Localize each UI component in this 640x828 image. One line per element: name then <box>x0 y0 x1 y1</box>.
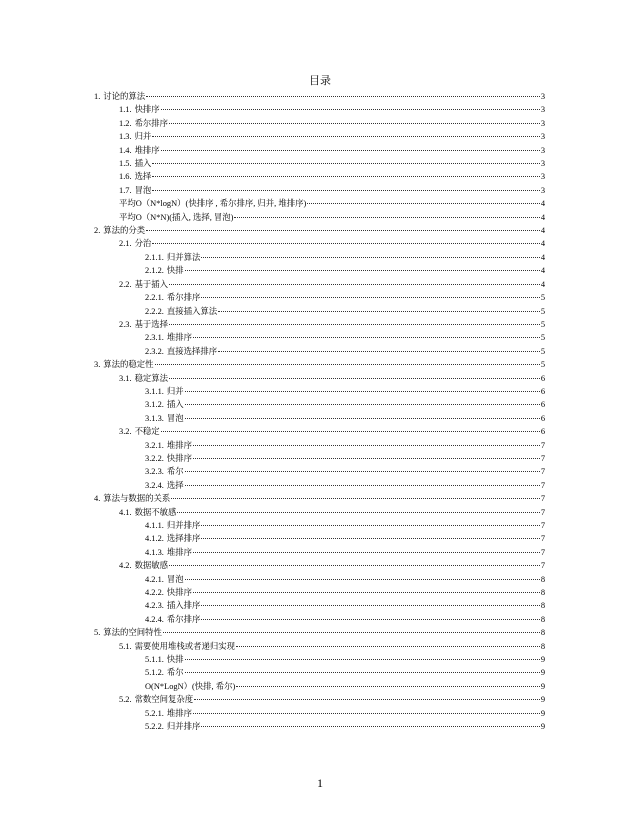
toc-entry[interactable] <box>94 666 545 679</box>
toc-entry-title: 分治 <box>134 239 152 249</box>
toc-entry[interactable] <box>94 693 545 706</box>
toc-entry-page: 6 <box>540 400 545 410</box>
toc-entry-page: 9 <box>540 695 545 705</box>
dot-leader <box>169 565 540 566</box>
toc-entry-number: 1.2. <box>119 118 132 128</box>
toc-entry[interactable] <box>94 519 545 532</box>
toc-entry-title: 希尔 <box>166 668 184 678</box>
toc-entry-number: 2.3. <box>119 319 132 329</box>
toc-entry-number: 2.1.1. <box>145 252 164 262</box>
toc-entry-number: 2.2.1. <box>145 293 164 303</box>
page-number: 1 <box>317 776 323 790</box>
toc-entry[interactable] <box>94 559 545 572</box>
toc-entry-page: 9 <box>540 668 545 678</box>
toc-entry[interactable] <box>94 117 545 130</box>
toc-entry-page: 5 <box>540 306 545 316</box>
dot-leader <box>201 538 539 539</box>
toc-entry-title: 插入 <box>166 400 184 410</box>
dot-leader <box>146 96 540 97</box>
dot-leader <box>177 512 539 513</box>
toc-entry-title: 讨论的算法 <box>103 92 146 101</box>
toc-entry-title: 平均O（N*logN）(快排序 , 希尔排序, 归并, 堆排序) <box>119 199 307 209</box>
toc-entry-page: 8 <box>540 628 545 638</box>
toc-entry-page: 6 <box>540 386 545 396</box>
toc-entry[interactable] <box>94 385 545 398</box>
toc-entry[interactable] <box>94 465 545 478</box>
toc-entry-page: 5 <box>540 293 545 303</box>
toc-entry[interactable] <box>94 398 545 411</box>
dot-leader <box>163 632 540 633</box>
toc-entry[interactable] <box>94 586 545 599</box>
toc-entry-page: 5 <box>540 346 545 356</box>
toc-entry-number: 4.2.4. <box>145 614 164 624</box>
dot-leader <box>236 686 540 687</box>
toc-entry-page: 8 <box>540 641 545 651</box>
dot-leader <box>171 498 540 499</box>
toc-entry-title: 选择 <box>166 480 184 490</box>
toc-entry-title: 直接插入算法 <box>166 306 218 316</box>
toc-entry-title: 堆排序 <box>166 440 192 450</box>
dot-leader <box>185 404 540 405</box>
toc-entry-page: 7 <box>540 561 545 571</box>
toc-entry-page: 4 <box>540 239 545 249</box>
toc-entry-page: 9 <box>540 722 545 732</box>
toc-entry[interactable] <box>94 157 545 170</box>
toc-entry-title: 常数空间复杂度 <box>134 695 194 705</box>
dot-leader <box>161 150 540 151</box>
toc-entry-number: 1.3. <box>119 132 132 142</box>
toc-entry-number: 4.1.1. <box>145 521 164 530</box>
toc-entry-number: 2.3.1. <box>145 333 164 343</box>
toc-entry-number: 1. <box>94 92 101 101</box>
toc-entry-title: 稳定算法 <box>134 373 169 383</box>
toc-entry-number: 3.2.4. <box>145 480 164 490</box>
toc-entry-title: 希尔 <box>166 467 184 477</box>
toc-entry-number: 5.2. <box>119 695 132 705</box>
toc-entry[interactable] <box>94 573 545 586</box>
toc-entry-number: 3.1.3. <box>145 413 164 423</box>
toc-entry-number: 1.1. <box>119 105 132 115</box>
toc-entry-number: 3.2. <box>119 427 132 437</box>
toc-entry[interactable] <box>94 626 545 639</box>
toc-entry-number: 1.4. <box>119 145 132 155</box>
toc-entry-number: 5.2.1. <box>145 708 164 718</box>
toc-entry-page: 4 <box>540 199 545 209</box>
toc-entry-title: 算法的稳定性 <box>103 360 154 370</box>
toc-entry[interactable] <box>94 224 545 237</box>
toc-entry-title: 快排序 <box>166 453 192 463</box>
toc-entry-number: 5.1.2. <box>145 668 164 678</box>
toc-entry-page: 3 <box>540 105 545 115</box>
dot-leader <box>193 337 540 338</box>
toc-entry-title: 需要使用堆栈或者递归实现 <box>134 641 236 651</box>
toc-entry-title: 快排 <box>166 266 184 276</box>
toc-entry[interactable] <box>94 358 545 371</box>
toc-entry-title: 归并 <box>134 132 152 142</box>
toc-entry-page: 5 <box>540 319 545 329</box>
toc-entry-number: 2.2. <box>119 279 132 289</box>
toc-entry-title: 堆排序 <box>134 145 160 155</box>
toc-title: 目录 <box>309 74 331 87</box>
toc-entry-number: 4.1. <box>119 507 132 517</box>
dot-leader <box>161 109 540 110</box>
toc-entry-page: 6 <box>540 373 545 383</box>
toc-entry-number: 5. <box>94 628 101 638</box>
toc-entry-number: 2.1.2. <box>145 266 164 276</box>
toc-entry-title: 归并 <box>166 386 184 396</box>
toc-entry-number: 2. <box>94 226 101 236</box>
toc-entry-page: 3 <box>540 92 545 101</box>
toc-entry-page: 3 <box>540 145 545 155</box>
toc-entry[interactable] <box>94 291 545 304</box>
toc-entry[interactable] <box>94 479 545 492</box>
toc-entry-page: 4 <box>540 266 545 276</box>
toc-entry-number: 5.1. <box>119 641 132 651</box>
toc-entry-number: 2.1. <box>119 239 132 249</box>
toc-entry-title: 冒泡 <box>166 574 184 584</box>
toc-entry[interactable] <box>94 653 545 666</box>
toc-entry[interactable] <box>94 318 545 331</box>
toc-entry-title: 堆排序 <box>166 708 192 718</box>
dot-leader <box>185 391 540 392</box>
toc-entry[interactable] <box>94 331 545 344</box>
toc-entry-page: 6 <box>540 427 545 437</box>
toc-entry-title: 快排 <box>166 655 184 665</box>
dot-leader <box>218 351 540 352</box>
toc-entry-page: 9 <box>540 655 545 665</box>
toc-entry[interactable] <box>94 506 545 519</box>
toc-entry-page: 9 <box>540 681 545 691</box>
dot-leader <box>185 270 540 271</box>
toc-entry-number: 4.1.3. <box>145 547 164 557</box>
toc-entry[interactable] <box>94 372 545 385</box>
toc-entry-number: 1.5. <box>119 159 132 169</box>
dot-leader <box>152 163 540 164</box>
toc-entry[interactable] <box>94 720 545 733</box>
toc-entry-page: 3 <box>540 172 545 182</box>
toc-entry[interactable] <box>94 278 545 291</box>
toc-entry-page: 7 <box>540 480 545 490</box>
toc-entry-title: 快排序 <box>134 105 160 115</box>
toc-entry[interactable] <box>94 707 545 720</box>
toc-entry[interactable] <box>94 144 545 157</box>
dot-leader <box>155 364 540 365</box>
dot-leader <box>201 297 539 298</box>
toc-entry-title: 冒泡 <box>134 185 152 195</box>
toc-entry[interactable] <box>94 237 545 250</box>
toc-entry[interactable] <box>94 197 545 210</box>
toc-entry-title: 算法的空间特性 <box>103 628 162 638</box>
dot-leader <box>201 257 539 258</box>
toc-entry-page: 3 <box>540 185 545 195</box>
toc-entry[interactable] <box>94 345 545 358</box>
dot-leader <box>152 136 540 137</box>
dot-leader <box>185 659 540 660</box>
toc-entry-title: O(N*LogN）(快排, 希尔) <box>145 681 236 691</box>
toc-entry-number: 1.6. <box>119 172 132 182</box>
toc-entry-page: 4 <box>540 252 545 262</box>
toc-entry-number: 4. <box>94 494 101 504</box>
toc-entry-page: 5 <box>540 333 545 343</box>
toc-entry-title: 平均O（N*N)(插入, 选择, 冒泡) <box>119 212 234 222</box>
toc-entry-title: 算法与数据的关系 <box>103 494 171 504</box>
toc-entry-page: 9 <box>540 708 545 718</box>
toc-entry-title: 算法的分类 <box>103 226 146 236</box>
dot-leader <box>201 619 539 620</box>
toc-entry-number: 3.1.1. <box>145 386 164 396</box>
toc-entry-title: 归并排序 <box>166 722 201 732</box>
toc-entry-page: 7 <box>540 534 545 544</box>
dot-leader <box>193 458 540 459</box>
toc-entry-number: 4.1.2. <box>145 534 164 544</box>
dot-leader <box>193 713 540 714</box>
toc-entry[interactable] <box>94 425 545 438</box>
toc-entry-page: 7 <box>540 467 545 477</box>
toc-entry-title: 希尔排序 <box>166 293 201 303</box>
toc-entry-title: 选择排序 <box>166 534 201 544</box>
toc-entry-page: 4 <box>540 226 545 236</box>
toc-entry[interactable] <box>94 492 545 505</box>
dot-leader <box>146 230 540 231</box>
toc-entry-title: 插入 <box>134 159 152 169</box>
dot-leader <box>201 726 539 727</box>
dot-leader <box>236 646 540 647</box>
toc-entry[interactable] <box>94 184 545 197</box>
dot-leader <box>169 284 540 285</box>
toc-entry[interactable] <box>94 103 545 116</box>
toc-entry[interactable] <box>94 264 545 277</box>
toc-entry-title: 数据敏感 <box>134 561 169 571</box>
toc-entry[interactable] <box>94 412 545 425</box>
toc-entry-title: 希尔排序 <box>134 118 169 128</box>
dot-leader <box>234 217 539 218</box>
toc-entry-page: 8 <box>540 574 545 584</box>
dot-leader <box>152 190 540 191</box>
toc-entry[interactable] <box>94 90 545 103</box>
dot-leader <box>185 672 540 673</box>
toc-entry-number: 2.2.2. <box>145 306 164 316</box>
dot-leader <box>169 324 540 325</box>
dot-leader <box>185 579 540 580</box>
toc-entry-title: 直接选择排序 <box>166 346 218 356</box>
toc-entry-number: 3. <box>94 360 101 370</box>
toc-entry-page: 8 <box>540 614 545 624</box>
toc-entry-number: 5.1.1. <box>145 655 164 665</box>
dot-leader <box>169 378 540 379</box>
toc-entry[interactable] <box>94 640 545 653</box>
toc-entry-page: 7 <box>540 494 545 504</box>
toc-entry-page: 8 <box>540 601 545 611</box>
dot-leader <box>307 203 540 204</box>
toc-entry[interactable] <box>94 599 545 612</box>
toc-entry-title: 选择 <box>134 172 152 182</box>
toc-entry[interactable] <box>94 170 545 183</box>
toc-entry-title: 希尔排序 <box>166 614 201 624</box>
dot-leader <box>169 123 540 124</box>
dot-leader <box>185 418 540 419</box>
toc-entry-title: 归并算法 <box>166 252 201 262</box>
toc-entry-title: 快排序 <box>166 588 192 598</box>
dot-leader <box>194 699 540 700</box>
toc-entry-number: 1.7. <box>119 185 132 195</box>
toc-entry-page: 7 <box>540 453 545 463</box>
dot-leader <box>185 485 540 486</box>
toc-entry-page: 4 <box>540 279 545 289</box>
dot-leader <box>201 605 539 606</box>
toc-entry-page: 7 <box>540 440 545 450</box>
toc-entry-title: 插入排序 <box>166 601 201 611</box>
toc-entry-number: 3.1.2. <box>145 400 164 410</box>
toc-entry[interactable] <box>94 680 545 693</box>
toc-entry-page: 5 <box>540 360 545 370</box>
dot-leader <box>201 525 539 526</box>
toc-entry-page: 8 <box>540 588 545 598</box>
toc-entry-number: 3.2.1. <box>145 440 164 450</box>
toc-entry-number: 2.3.2. <box>145 346 164 356</box>
toc-entry-number: 3.2.3. <box>145 467 164 477</box>
toc-entry[interactable] <box>94 546 545 559</box>
toc-entry-title: 基于选择 <box>134 319 169 329</box>
dot-leader <box>193 592 540 593</box>
toc-entry-number: 4.2.1. <box>145 574 164 584</box>
toc-entry-page: 4 <box>540 212 545 222</box>
dot-leader <box>152 243 540 244</box>
dot-leader <box>185 471 540 472</box>
toc-entry[interactable] <box>94 211 545 224</box>
toc-entry-page: 7 <box>540 507 545 517</box>
toc-entry-number: 4.2.2. <box>145 588 164 598</box>
dot-leader <box>152 176 540 177</box>
toc-entry-title: 归并排序 <box>166 521 201 530</box>
toc-entry[interactable] <box>94 130 545 143</box>
toc-entry-number: 4.2. <box>119 561 132 571</box>
toc-entry[interactable] <box>94 532 545 545</box>
toc-entry-page: 7 <box>540 521 545 530</box>
toc-entry-page: 3 <box>540 132 545 142</box>
toc-entry[interactable] <box>94 305 545 318</box>
dot-leader <box>193 445 540 446</box>
toc-entry-title: 堆排序 <box>166 547 192 557</box>
toc-entry-page: 7 <box>540 547 545 557</box>
toc-entry-page: 3 <box>540 159 545 169</box>
toc-entry-number: 3.1. <box>119 373 132 383</box>
toc-entry-number: 4.2.3. <box>145 601 164 611</box>
toc-entry-title: 不稳定 <box>134 427 160 437</box>
toc-entry[interactable] <box>94 251 545 264</box>
toc-entry[interactable] <box>94 452 545 465</box>
toc-entry-number: 5.2.2. <box>145 722 164 732</box>
toc-entry[interactable] <box>94 439 545 452</box>
dot-leader <box>161 431 540 432</box>
table-of-contents <box>94 90 545 734</box>
toc-entry-title: 冒泡 <box>166 413 184 423</box>
toc-entry-number: 3.2.2. <box>145 453 164 463</box>
dot-leader <box>193 552 540 553</box>
toc-entry[interactable] <box>94 613 545 626</box>
toc-entry-page: 3 <box>540 118 545 128</box>
dot-leader <box>218 311 540 312</box>
toc-entry-title: 数据不敏感 <box>134 507 177 517</box>
toc-entry-page: 6 <box>540 413 545 423</box>
toc-entry-title: 堆排序 <box>166 333 192 343</box>
toc-entry-title: 基于插入 <box>134 279 169 289</box>
